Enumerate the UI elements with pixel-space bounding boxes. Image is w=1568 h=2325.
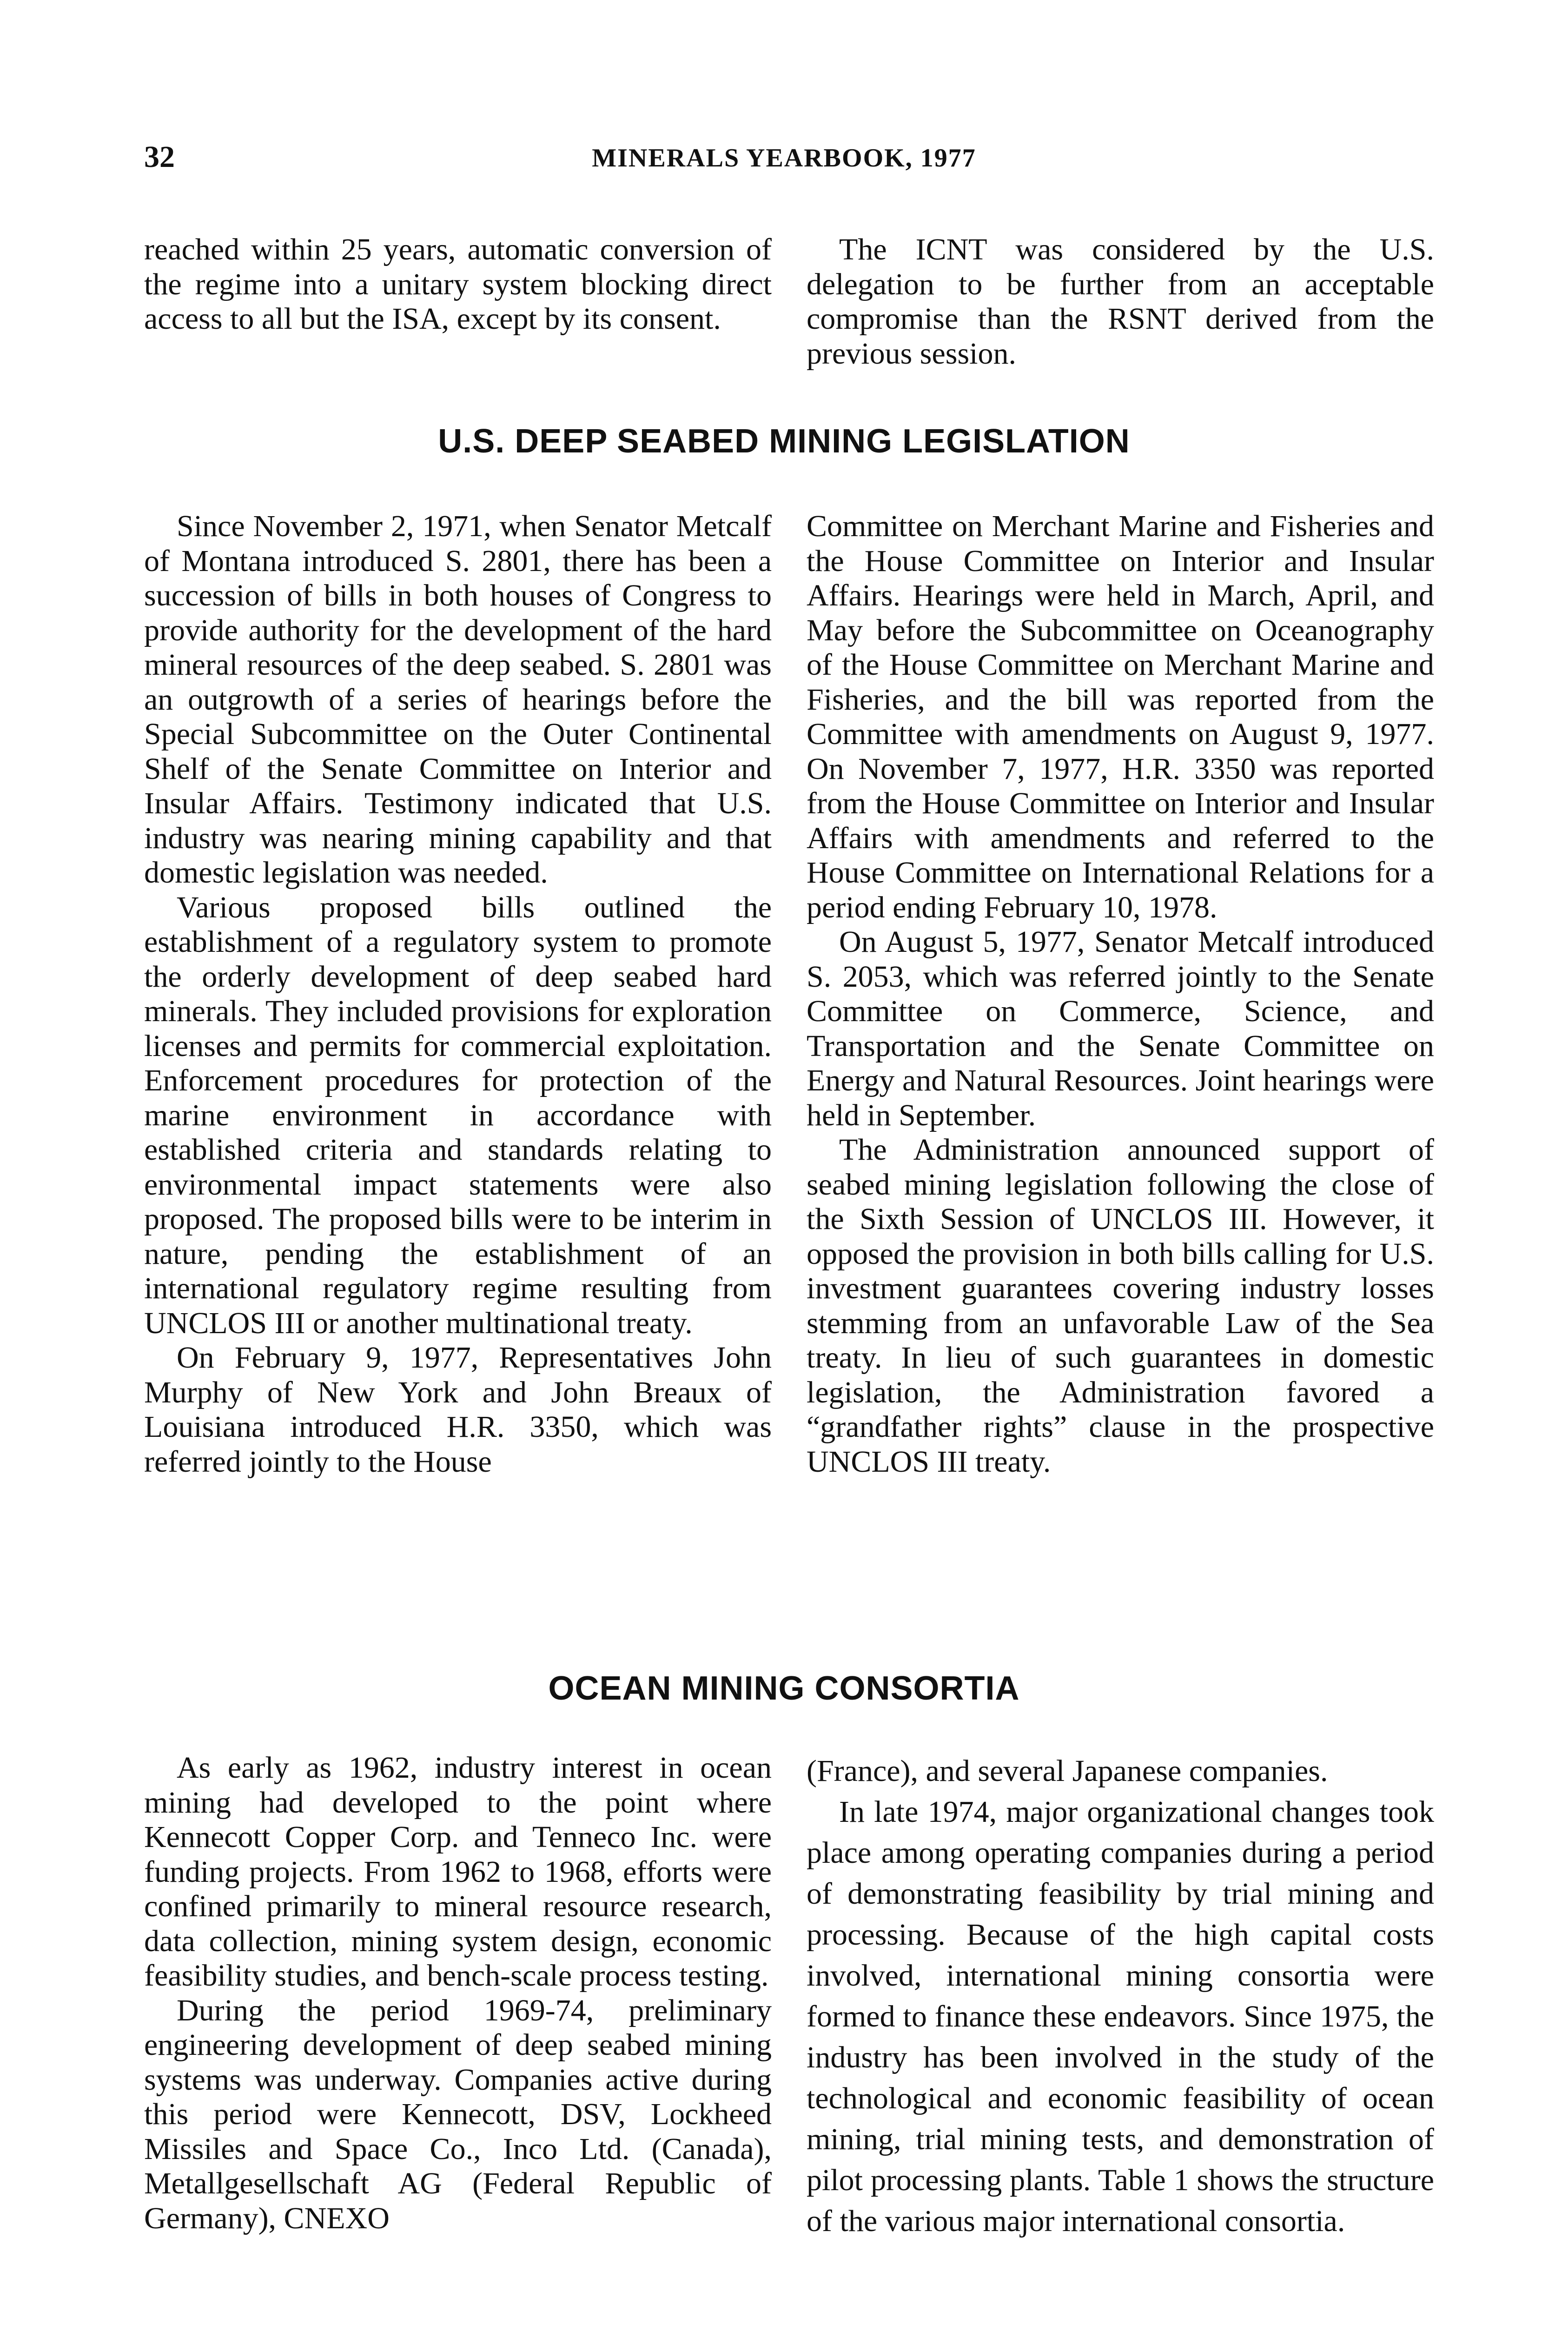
paragraph: As early as 1962, industry interest in ocean mining had developed to the point where Kennecott Copper Corp. and Tenneco Inc. were funding projects. From 1962 to 1968, efforts were confined primarily to mineral resource research, data collection, mining system design, economic feasibility studies, and bench-scale process testing. xyxy=(144,1751,772,1993)
paragraph: Committee on Merchant Marine and Fisheries and the House Committee on Interior and Insular Affairs. Hearings were held in March, April, and May before the Subcommittee on Oceanography of the House Committee on Merchant Marine and Fisheries, and the bill was reported from the Committee with amendments on August 9, 1977. On November 7, 1977, H.R. 3350 was reported from the House Committee on Interior and Insular Affairs with amendments and referred to the House Committee on International Relations for a period ending February 10, 1978. xyxy=(807,509,1434,924)
paragraph: In late 1974, major organizational changes took place among operating companies during a period of demonstrating feasibility by trial mining and processing. Because of the high capital costs involved, international mining consortia were formed to finance these endeavors. Since 1975, the industry has been involved in the study of the technological and economic feasibility of ocean mining, trial mining tests, and demonstration of pilot processing plants. Table 1 shows the structure of the various major international consortia. xyxy=(807,1795,1434,2238)
paragraph: On February 9, 1977, Representatives John Murphy of New York and John Breaux of Louisiana introduced H.R. 3350, which was referred jointly to the House xyxy=(144,1341,772,1479)
journal-title: MINERALS YEARBOOK, 1977 xyxy=(592,144,976,173)
paragraph: reached within 25 years, automatic conversion of the regime into a unitary system blocking direct access to all but the ISA, except by its consent. xyxy=(144,232,772,336)
paragraph: The ICNT was considered by the U.S. delegation to be further from an acceptable compromise than the RSNT derived from the previous session. xyxy=(807,232,1434,371)
paragraph: On August 5, 1977, Senator Metcalf introduced S. 2053, which was referred jointly to the Senate Committee on Commerce, Science, and Transportation and the Senate Committee on Energy and Natural Resources. Joint hearings were held in September. xyxy=(807,925,1434,1132)
paragraph: The Administration announced support of seabed mining legislation following the close of the Sixth Session of UNCLOS III. However, it opposed the provision in both bills calling for U.S. investment guarantees covering industry losses stemming from an unfavorable Law of the Sea treaty. In lieu of such guarantees in domestic legislation, the Administration favored a “grandfather rights” clause in the prospective UNCLOS III treaty. xyxy=(807,1133,1434,1479)
section-heading-legislation: U.S. DEEP SEABED MINING LEGISLATION xyxy=(438,423,1130,460)
paragraph: Since November 2, 1971, when Senator Metcalf of Montana introduced S. 2801, there has been a succession of bills in both houses of Congress to provide authority for the development of the hard mineral resources of the deep seabed. S. 2801 was an outgrowth of a series of hearings before the Special Subcommittee on the Outer Continental Shelf of the Senate Committee on Interior and Insular Affairs. Testimony indicated that U.S. industry was nearing mining capability and that domestic legislation was needed. xyxy=(144,509,772,890)
intro-right-column xyxy=(807,232,1434,371)
intro-left-column xyxy=(144,232,772,337)
section-heading-consortia: OCEAN MINING CONSORTIA xyxy=(548,1670,1020,1707)
paragraph: Various proposed bills outlined the establishment of a regulatory system to promote the orderly development of deep seabed hard minerals. They included provisions for exploration licenses and permits for commercial exploitation. Enforcement procedures for protection of the marine environment in accordance with established criteria and standards relating to environmental impact statements were also proposed. The proposed bills were to be interim in nature, pending the establishment of an international regulatory regime resulting from UNCLOS III or another multinational treaty. xyxy=(144,890,772,1340)
consortia-left-column xyxy=(144,1751,772,2236)
running-head xyxy=(139,140,1429,181)
paragraph: During the period 1969-74, preliminary engineering development of deep seabed mining systems was underway. Companies active during this period were Kennecott, DSV, Lockheed Missiles and Space Co., Inco Ltd. (Canada), Metallgesellschaft AG (Federal Republic of Germany), CNEXO xyxy=(144,1993,772,2235)
legislation-right-column xyxy=(807,509,1434,1479)
consortia-right-column xyxy=(807,1751,1434,2242)
legislation-left-column xyxy=(144,509,772,1479)
paragraph: (France), and several Japanese companies. xyxy=(807,1754,1328,1788)
page-number: 32 xyxy=(144,140,175,174)
